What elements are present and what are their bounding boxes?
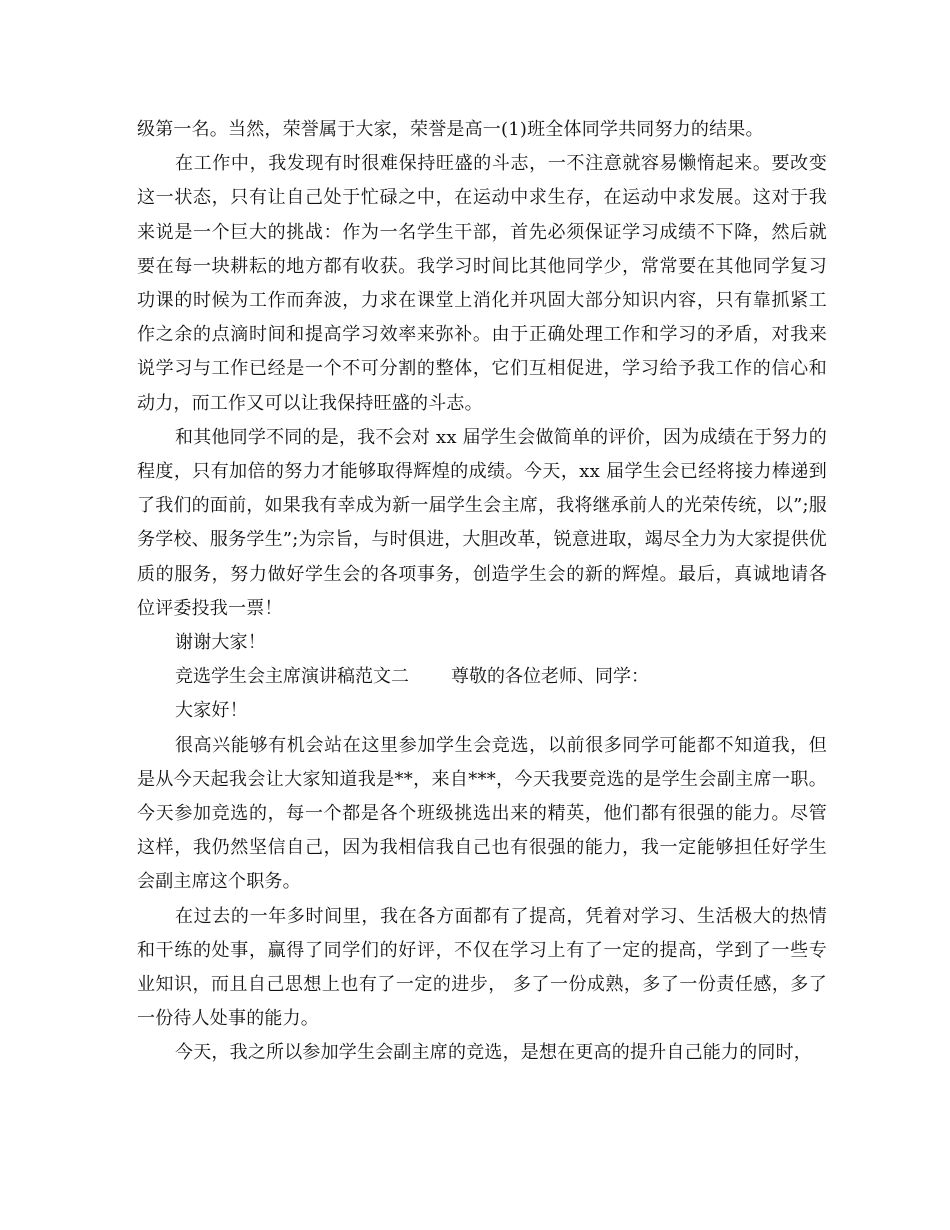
paragraph-thanks: 谢谢大家！ bbox=[175, 632, 266, 654]
paragraph-evaluation: 和其他同学不同的是，我不会对 xx 届学生会做简单的评价，因为成绩在于努力的程度，只有加倍的努力才能够取得辉煌的成绩。今天，xx 届学生会已经将接力棒递到了我们的面前，如果我有幸成为新一届学生会主席，我将继承前人的光荣传统，以”;服务学校、服务学生”;为宗旨，与时俱进，大胆改革，锐意进取，竭尽全力为大家提供优质的服务，努力做好学生会的各项事务，创造学生会的新的辉煌。最后，真诚地请各位评委投我一票！ bbox=[137, 426, 827, 619]
paragraph-motivation: 今天，我之所以参加学生会副主席的竞选，是想在更高的提升自己能力的同时， bbox=[175, 1042, 812, 1064]
paragraph-greeting: 大家好！ bbox=[175, 700, 248, 722]
paragraph-continuation: 级第一名。当然，荣誉属于大家，荣誉是高一(1)班全体同学共同努力的结果。 bbox=[137, 119, 764, 140]
document-body bbox=[137, 113, 827, 1071]
paragraph-work: 在工作中，我发现有时很难保持旺盛的斗志，一不注意就容易懒惰起来。要改变这一状态，只有让自己处于忙碌之中，在运动中求生存，在运动中求发展。这对于我来说是一个巨大的挑战：作为一名学生干部，首先必须保证学习成绩不下降，然后就要在每一块耕耘的地方都有收获。我学习时间比其他同学少，常常要在其他同学复习功课的时候为工作而奔波，力求在课堂上消化并巩固大部分知识内容，只有靠抓紧工作之余的点滴时间和提高学习效率来弥补。由于正确处理工作和学习的矛盾，对我来说学习与工作已经是一个不可分割的整体，它们互相促进，学习给予我工作的信心和动力，而工作又可以让我保持旺盛的斗志。 bbox=[137, 153, 827, 414]
speech-title: 竞选学生会主席演讲稿范文二 bbox=[175, 666, 409, 688]
paragraph-past-year: 在过去的一年多时间里，我在各方面都有了提高，凭着对学习、生活极大的热情和干练的处事，赢得了同学们的好评，不仅在学习上有了一定的提高，学到了一些专业知识，而且自己思想上也有了一定的进步， 多了一份成熟，多了一份责任感，多了一份待人处事的能力。 bbox=[137, 905, 827, 1030]
speech-salutation: 尊敬的各位老师、同学： bbox=[451, 666, 649, 688]
speech-heading bbox=[137, 660, 827, 694]
paragraph-introduction: 很高兴能够有机会站在这里参加学生会竞选，以前很多同学可能都不知道我，但是从今天起我会让大家知道我是**，来自***，今天我要竞选的是学生会副主席一职。今天参加竞选的，每一个都是各个班级挑选出来的精英，他们都有很强的能力。尽管这样，我仍然坚信自己，因为我相信我自己也有很强的能力，我一定能够担任好学生会副主席这个职务。 bbox=[137, 734, 827, 893]
